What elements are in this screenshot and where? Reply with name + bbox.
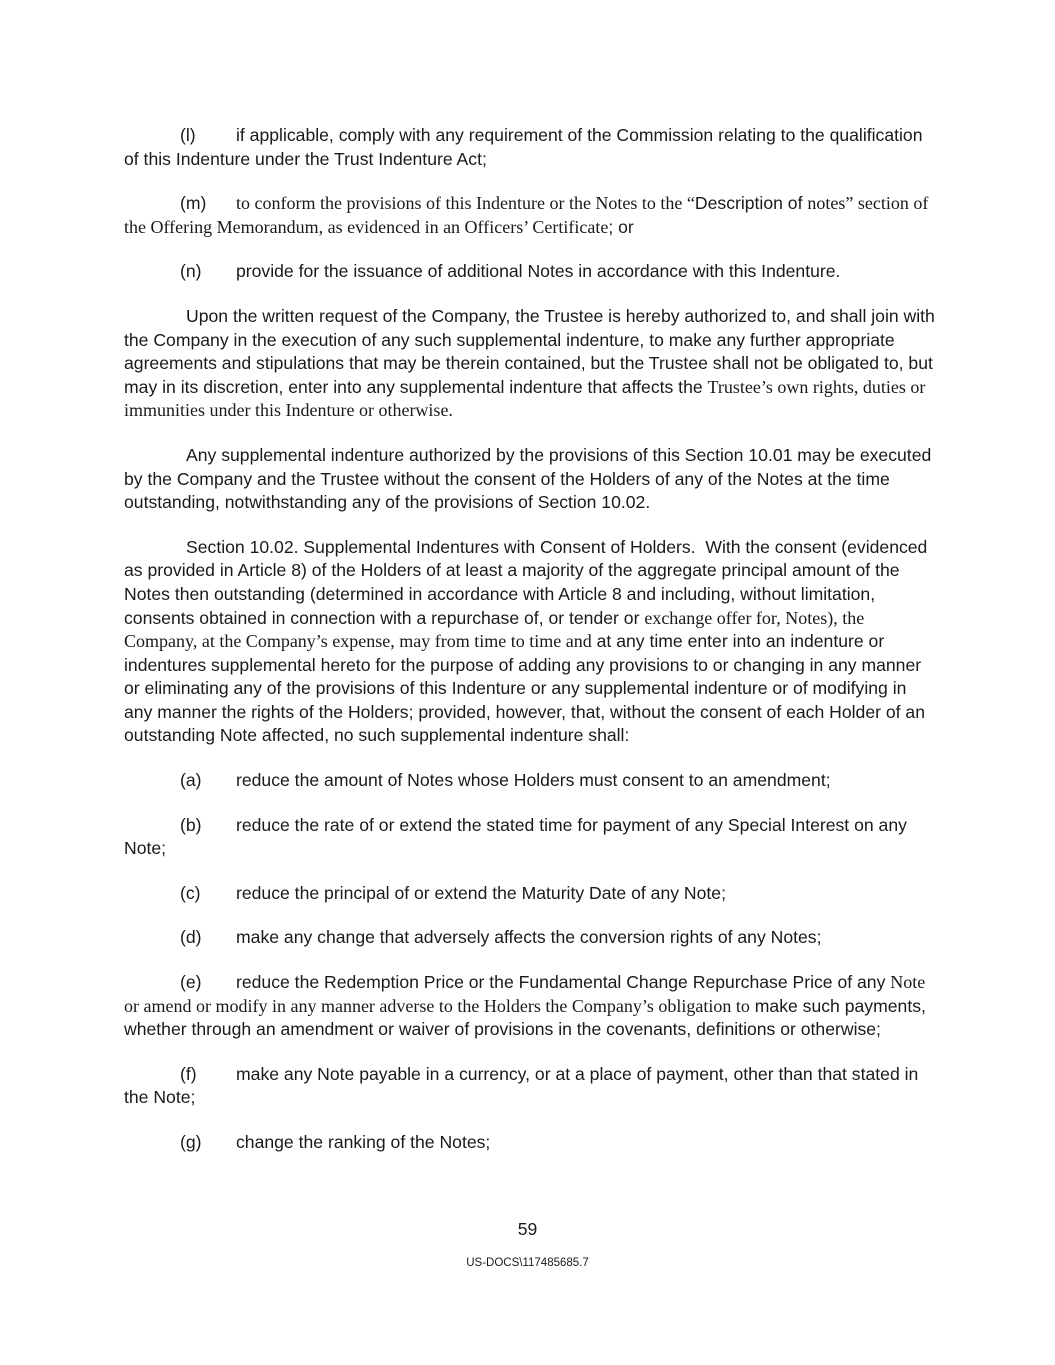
clause-label: (l): [180, 125, 196, 145]
section-10-02: [124, 536, 939, 748]
paragraph-text-serif: Trustee’s own rights, duties or immunities under this Indenture or otherwise.: [124, 376, 926, 421]
paragraph-text: Any supplemental indenture authorized by the provisions of this Section 10.01 may be executed by the Company and the Trustee without the consent of the Holders of any of the Notes at the time outstanding, notwithstanding any of the provisions of Section 10.02.: [124, 444, 932, 513]
clause-label: (m): [180, 193, 207, 214]
paragraph-text: Upon the written request of the Company, the Trustee is hereby authorized to, and shall join with the Company in the execution of any such supplemental indenture, to make any further appropriate agreements and stipulations that may be therein contained, but the Trustee shall not be obligated to, but may in its discretion, enter into any supplemental indenture that affects the: [124, 305, 935, 397]
clause-g: [124, 1131, 939, 1155]
clause-text-serif: Note or amend or modify in any manner adverse to the Holders the Company’s obligation to: [124, 972, 926, 1016]
section-text-serif: exchange offer for, Notes), the Company, at the Company’s expense, may from time to time and: [124, 607, 865, 652]
clause-l: [124, 124, 939, 171]
clause-text: reduce the rate of or extend the stated time for payment of any Special Interest on any Note;: [124, 814, 907, 859]
section-text: at any time enter into an indenture or indentures supplemental hereto for the purpose of adding any provisions to or changing in any manner or eliminating any of the provisions of this Indenture or any supplemental indenture or of modifying in any manner the rights of the Holders; provided, however, that, without the consent of each Holder of an outstanding Note affected, no such supplemental indenture shall:: [124, 631, 925, 746]
clause-label: (n): [180, 261, 202, 282]
clause-text: reduce the amount of Notes whose Holders must consent to an amendment;: [236, 770, 831, 791]
section-text: With the consent (evidenced as provided in Article 8) of the Holders of at least a majority of the aggregate principal amount of the Notes then outstanding (determined in accordance with Article 8 and including, without limitation, consents obtained in connection with a repurchase of, or tender or: [124, 536, 928, 628]
clause-text: Description of: [694, 193, 803, 214]
clause-a: [124, 769, 939, 793]
section-heading: Section 10.02. Supplemental Indentures with Consent of Holders.: [186, 536, 696, 557]
clause-text: reduce the principal of or extend the Maturity Date of any Note;: [236, 882, 726, 903]
clause-label: (a): [180, 770, 202, 791]
clause-label: (f): [180, 1063, 197, 1084]
document-id: US-DOCS\117485685.7: [466, 1257, 589, 1269]
clause-text: change the ranking of the Notes;: [236, 1132, 491, 1152]
clause-f: [124, 1063, 939, 1110]
clause-c: [124, 882, 939, 906]
clause-label: (d): [180, 927, 202, 948]
clause-text: provide for the issuance of additional Notes in accordance with this Indenture.: [236, 261, 841, 282]
clause-label: (e): [180, 972, 202, 993]
clause-text: reduce the Redemption Price or the Fundamental Change Repurchase Price of any: [236, 972, 886, 993]
clause-text: make any Note payable in a currency, or at a place of payment, other than that stated in the Note;: [124, 1063, 919, 1108]
clause-b: [124, 814, 939, 861]
clause-text: make such payments, whether through an amendment or waiver of provisions in the covenants, definitions or otherwise;: [124, 995, 926, 1040]
paragraph-trustee-request: [124, 305, 939, 423]
paragraph-supplemental-authorized: [124, 444, 939, 515]
clause-text: if applicable, comply with any requirement of the Commission relating to the qualification of this Indenture under the Trust Indenture Act;: [124, 125, 923, 169]
document-body: [124, 124, 939, 1176]
clause-text-serif: to conform the provisions of this Indenture or the Notes to the “: [236, 193, 695, 214]
page-number: 59: [517, 1219, 538, 1239]
clause-n: [124, 260, 939, 284]
clause-d: [124, 926, 939, 950]
clause-m: [124, 192, 939, 239]
clause-label: (b): [180, 814, 202, 835]
clause-text-serif: notes” section of the Offering Memorandum, as evidenced in an Officers’ Certificate: [124, 193, 929, 237]
clause-text: make any change that adversely affects the conversion rights of any Notes;: [236, 927, 822, 948]
clause-label: (c): [180, 882, 201, 903]
clause-e: [124, 971, 939, 1042]
clause-label: (g): [180, 1132, 202, 1152]
clause-text: ; or: [608, 216, 634, 237]
